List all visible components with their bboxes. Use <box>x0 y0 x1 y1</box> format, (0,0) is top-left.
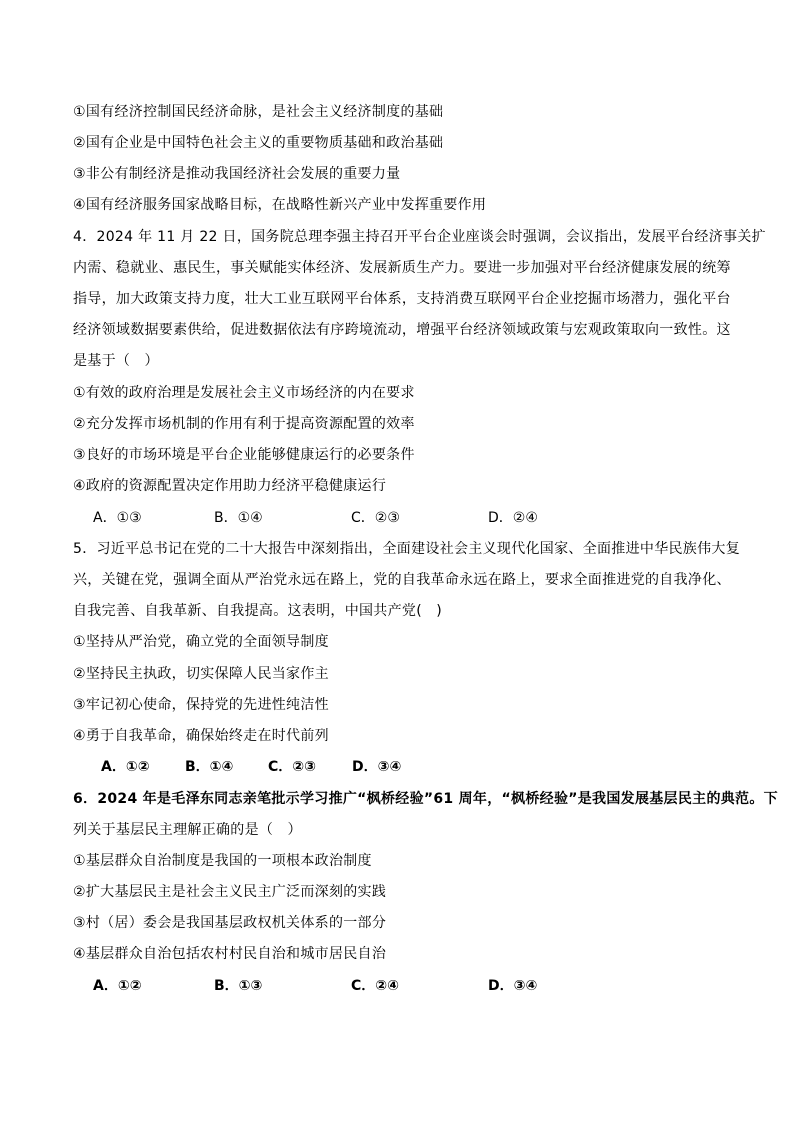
prev-option-4: ④国有经济服务国家战略目标，在战略性新兴产业中发挥重要作用 <box>73 197 487 213</box>
q6-choice-a: A．①② <box>93 978 142 994</box>
q5-choice-c: C．②③ <box>268 759 316 775</box>
q6-option-3: ③村（居）委会是我国基层政权机关体系的一部分 <box>73 915 387 931</box>
prev-option-2: ②国有企业是中国特色社会主义的重要物质基础和政治基础 <box>73 135 444 151</box>
q5-choice-d: D．③④ <box>352 759 402 775</box>
q5-option-2: ②坚持民主执政，切实保障人民当家作主 <box>73 666 329 682</box>
q6-option-4: ④基层群众自治包括农村村民自治和城市居民自治 <box>73 946 387 962</box>
q5-stem-line-3: 自我完善、自我革新、自我提高。这表明，中国共产党( ) <box>73 603 443 619</box>
q4-stem-line-4: 经济领域数据要素供给，促进数据依法有序跨境流动，增强平台经济领域政策与宏观政策取向一致性。这 <box>73 322 731 338</box>
q4-stem-line-2: 内需、稳就业、惠民生，事关赋能实体经济、发展新质生产力。要进一步加强对平台经济健康发展的统筹 <box>73 260 731 276</box>
q4-option-1: ①有效的政府治理是发展社会主义市场经济的内在要求 <box>73 385 415 401</box>
q4-option-2: ②充分发挥市场机制的作用有利于提高资源配置的效率 <box>73 416 415 432</box>
q6-option-1: ①基层群众自治制度是我国的一项根本政治制度 <box>73 853 372 869</box>
q5-choice-b: B．①④ <box>185 759 234 775</box>
q4-stem-line-3: 指导，加大政策支持力度，壮大工业互联网平台体系，支持消费互联网平台企业挖掘市场潜力，强化平台 <box>73 291 731 307</box>
q4-choices <box>93 508 573 528</box>
q6-choices <box>93 976 573 996</box>
q4-option-4: ④政府的资源配置决定作用助力经济平稳健康运行 <box>73 478 387 494</box>
q5-stem-line-2: 兴，关键在党，强调全面从严治党永远在路上，党的自我革命永远在路上，要求全面推进党的自我净化、 <box>73 572 731 588</box>
q5-choice-a: A．①② <box>101 759 150 775</box>
q6-choice-c: C．②④ <box>351 978 399 994</box>
prev-option-1: ①国有经济控制国民经济命脉，是社会主义经济制度的基础 <box>73 104 444 120</box>
prev-option-3: ③非公有制经济是推动我国经济社会发展的重要力量 <box>73 166 401 182</box>
q5-option-3: ③牢记初心使命，保持党的先进性纯洁性 <box>73 697 329 713</box>
q4-stem-line-5: 是基于（ ） <box>73 353 159 369</box>
q5-option-4: ④勇于自我革命，确保始终走在时代前列 <box>73 728 329 744</box>
q4-choice-c: C．②③ <box>351 510 400 526</box>
q4-choice-d: D．②④ <box>488 510 538 526</box>
q6-stem-line-2: 列关于基层民主理解正确的是（ ） <box>73 822 302 838</box>
q6-option-2: ②扩大基层民主是社会主义民主广泛而深刻的实践 <box>73 884 387 900</box>
q6-choice-d: D．③④ <box>488 978 538 994</box>
q4-option-3: ③良好的市场环境是平台企业能够健康运行的必要条件 <box>73 447 415 463</box>
q6-choice-b: B．①③ <box>214 978 263 994</box>
q5-choices <box>101 757 421 777</box>
q4-choice-b: B．①④ <box>214 510 263 526</box>
q4-stem-line-1: 4．2024 年 11 月 22 日，国务院总理李强主持召开平台企业座谈会时强调，会议指出，发展平台经济事关扩 <box>73 229 766 245</box>
q5-stem-line-1: 5．习近平总书记在党的二十大报告中深刻指出，全面建设社会主义现代化国家、全面推进中华民族伟大复 <box>73 541 741 557</box>
q6-stem-line-1: 6．2024 年是毛泽东同志亲笔批示学习推广“枫桥经验”61 周年，“枫桥经验”是我国发展基层民主的典范。下 <box>73 791 778 807</box>
q4-choice-a: A．①③ <box>93 510 142 526</box>
q5-option-1: ①坚持从严治党，确立党的全面领导制度 <box>73 634 329 650</box>
